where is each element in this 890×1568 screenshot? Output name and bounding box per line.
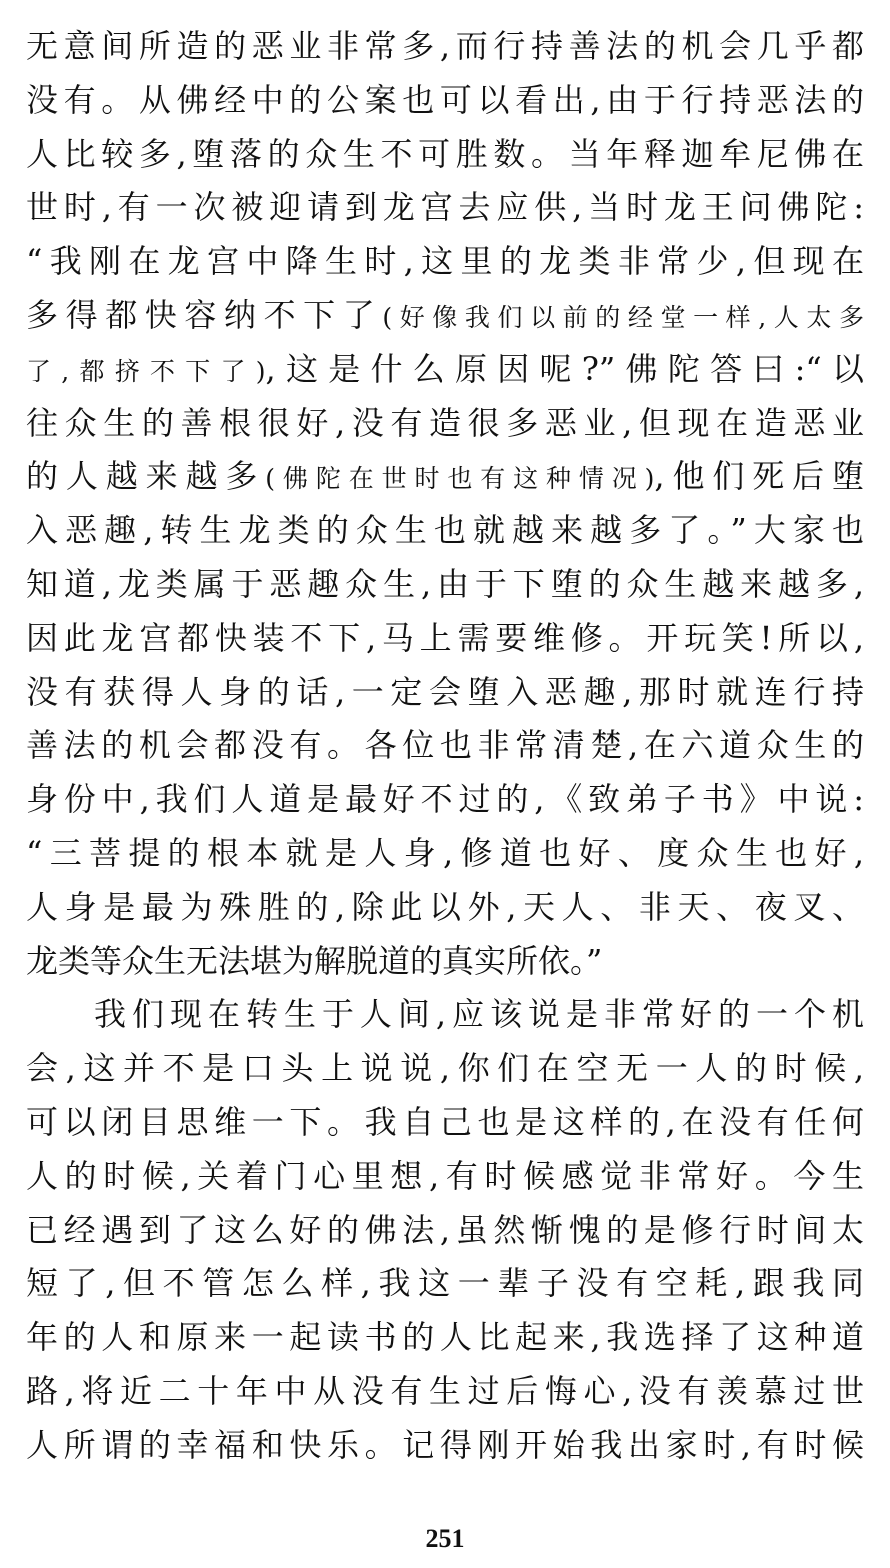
inline-note: (好像我们以前的经堂一样,人太多 xyxy=(382,302,864,332)
line-text: 我们现在转生于人间,应该说是非常好的一个机 xyxy=(94,995,864,1034)
line-text: 无意间所造的恶业非常多,而行持善法的机会几乎都 xyxy=(26,27,864,65)
text-line xyxy=(26,504,864,558)
text-line xyxy=(26,612,864,666)
text-line xyxy=(26,235,864,289)
page-number: 251 xyxy=(425,1524,465,1553)
text-line xyxy=(26,128,864,182)
line-text: 会,这并不是口头上说说,你们在空无一人的时候, xyxy=(26,1049,864,1088)
text-line xyxy=(26,558,864,612)
text-line xyxy=(26,881,864,935)
line-text: 没有获得人身的话,一定会堕入恶趣,那时就连行持 xyxy=(26,672,864,711)
text-line xyxy=(26,666,864,720)
text-line xyxy=(26,1257,864,1311)
line-text: 短了,但不管怎么样,我这一辈子没有空耗,跟我同 xyxy=(26,1264,864,1303)
line-text: 没有。从佛经中的公案也可以看出,由于行持恶法的 xyxy=(26,80,864,119)
text-line xyxy=(26,935,864,989)
text-line xyxy=(26,1204,864,1258)
inline-note: 了,都挤不下了) xyxy=(26,356,266,386)
line-text: 人比较多,堕落的众生不可胜数。当年释迦牟尼佛在 xyxy=(26,134,864,173)
text-line xyxy=(26,719,864,773)
line-text: 人的时候,关着门心里想,有时候感觉非常好。今生 xyxy=(26,1156,864,1195)
line-text: 善法的机会都没有。各位也非常清楚,在六道众生的 xyxy=(26,726,864,765)
text-line xyxy=(26,343,864,397)
paragraph-first-line xyxy=(26,988,864,1042)
text-line xyxy=(26,397,864,451)
text-line xyxy=(26,1419,864,1473)
text-line xyxy=(26,450,864,504)
text-line xyxy=(26,181,864,235)
line-text-tail: ,他们死后堕 xyxy=(654,457,864,496)
text-line xyxy=(26,773,864,827)
line-text: 身份中,我们人道是最好不过的,《致弟子书》中说: xyxy=(26,780,864,819)
text-line xyxy=(26,827,864,881)
line-text: 可以闭目思维一下。我自己也是这样的,在没有任何 xyxy=(26,1102,864,1141)
text-line xyxy=(26,74,864,128)
line-text: 知道,龙类属于恶趣众生,由于下堕的众生越来越多, xyxy=(26,564,864,603)
text-line xyxy=(26,1311,864,1365)
line-text: “三菩提的根本就是人身,修道也好、度众生也好, xyxy=(26,833,864,872)
line-text: 多得都快容纳不下了 xyxy=(26,295,383,334)
line-text: 往众生的善根很好,没有造很多恶业,但现在造恶业 xyxy=(26,403,864,442)
line-text: 路,将近二十年中从没有生过后悔心,没有羡慕过世 xyxy=(26,1371,864,1410)
text-line xyxy=(26,20,864,74)
line-text: 已经遇到了这么好的佛法,虽然惭愧的是修行时间太 xyxy=(26,1210,864,1249)
text-line xyxy=(26,1042,864,1096)
text-line xyxy=(26,1365,864,1419)
line-text: 入恶趣,转生龙类的众生也就越来越多了。”大家也 xyxy=(26,511,864,550)
inline-note: (佛陀在世时也有这种情况) xyxy=(265,464,655,494)
text-line xyxy=(26,1096,864,1150)
line-text: 世时,有一次被迎请到龙宫去应供,当时龙王问佛陀: xyxy=(26,188,864,227)
line-text: “我刚在龙宫中降生时,这里的龙类非常少,但现在 xyxy=(26,242,864,281)
line-text: 因此龙宫都快装不下,马上需要维修。开玩笑!所以, xyxy=(26,618,864,657)
line-text: 年的人和原来一起读书的人比起来,我选择了这种道 xyxy=(26,1318,864,1357)
text-line xyxy=(26,289,864,343)
line-text: 人所谓的幸福和快乐。记得刚开始我出家时,有时候 xyxy=(26,1425,864,1464)
line-text: 龙类等众生无法堪为解脱道的真实所依。” xyxy=(26,941,603,980)
body-text xyxy=(26,20,864,1473)
line-text: ,这是什么原因呢?”佛陀答曰:“以 xyxy=(265,349,864,388)
line-text: 人身是最为殊胜的,除此以外,天人、非天、夜叉、 xyxy=(26,887,864,926)
line-text: 的人越来越多 xyxy=(26,457,266,496)
text-line xyxy=(26,1150,864,1204)
